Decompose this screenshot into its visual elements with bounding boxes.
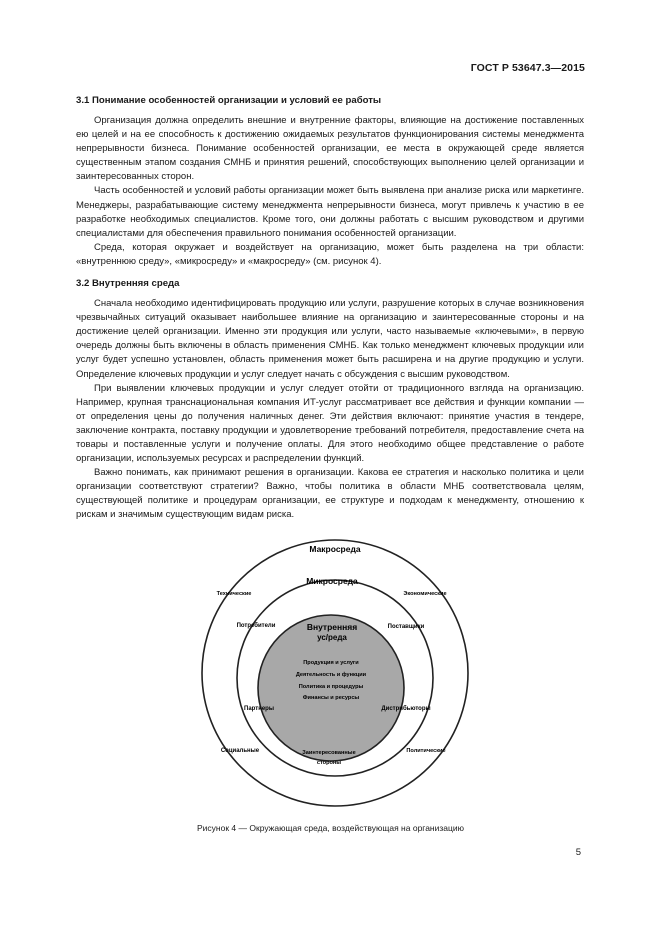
inner-item: Деятельность и функции <box>295 672 367 678</box>
inner-item: Продукция и услуги <box>303 660 359 666</box>
inner-label-1: Внутренняя <box>306 622 358 632</box>
section-3-2-title: 3.2 Внутренняя среда <box>76 278 180 290</box>
suppliers-label: Поставщики <box>387 624 425 630</box>
economic-label: Экономические <box>403 591 447 597</box>
paragraph: Важно понимать, как принимают решения в организации. Какова ее стратегия и насколько политика и цели организации соответствуют стратегии? Важно, чтобы политика в области МНБ соответствовала целям, существующей политике и процедурам организации, ее структуре и подходам к менеджменту, отношению к рискам и значимым существующим видам риска. <box>76 467 584 521</box>
macro-label: Макросреда <box>309 544 361 554</box>
section-3-1-title: 3.1 Понимание особенностей организации и условий ее работы <box>76 95 382 106</box>
technological-label: Технические <box>216 591 252 597</box>
paragraph: При выявлении ключевых продукции и услуг следует отойти от традиционного взгляда на организацию. Например, крупная транснациональная компания ИТ-услуг рассматривает все действия и функции компании — от определения цены до получения наличных денег. Эти действия включают: принятие участия в тендере, заключение контракта, поставку продукции и удовлетворение требований потребителя, предоставление счета на товары и поставленные услуги и получение оплаты. Для этого необходимо общее представление о работе организации, используемых ресурсах и распределении функций. <box>76 382 584 465</box>
figure-caption: Рисунок 4 — Окружающая среда, воздействующая на организацию <box>197 823 464 833</box>
stakeholders-label-2: стороны <box>316 760 342 766</box>
partners-label: Партнеры <box>244 706 274 712</box>
inner-item: Политика и процедуры <box>298 684 364 690</box>
main-content <box>76 94 584 523</box>
paragraph: Сначала необходимо идентифицировать продукцию или услуги, разрушение которых в случае возникновения чрезвычайных ситуаций оказывает наибольшее влияние на организацию и заинтересованные стороны и на достижение целей организации. Именно эти продукция или услуги, часто называемые «ключевыми», в первую очередь должны быть включены в область применения СМНБ. Как только менеджмент ключевых продукции или услуг будет успешно установлен, область применения может быть расширена и на другие продукцию и услуги. Определение ключевых продукции и услуг следует начать с обсуждения с высшим руководством. <box>76 298 584 380</box>
political-label: Политические <box>406 748 446 754</box>
inner-item: Финансы и ресурсы <box>302 695 360 701</box>
paragraph: Часть особенностей и условий работы организации может быть выявлена при анализе риска или маркетинге. Менеджеры, разрабатывающие систему менеджмента непрерывности бизнеса, могут привлечь к участию в ее разработке необходимых специалистов. Кроме того, они должны работать с высшим руководством и другими специалистами для обеспечения правильного понимания особенностей организации. <box>76 185 584 239</box>
paragraph: Организация должна определить внешние и внутренние факторы, влияющие на достижение поставленных ею целей и на ее способность к достижению ожидаемых результатов функционирования системы менеджмента непрерывности бизнеса. Понимание особенностей организации, ее места в окружающей среде является существенным этапом создания СМНБ и принятия решений, способствующих выполнению целей организации и заинтересованных сторон. <box>76 115 584 183</box>
diagram-svg <box>200 528 470 818</box>
page-number: 5 <box>575 847 581 858</box>
micro-label: Микросреда <box>306 576 358 586</box>
stakeholders-label-1: Заинтересованные <box>302 750 356 756</box>
consumers-label: Потребители <box>236 623 276 629</box>
social-label: Социальные <box>220 748 260 754</box>
inner-label-2: ус/реда <box>317 633 347 642</box>
environment-diagram <box>200 528 470 818</box>
distributors-label: Дистрибьюторы <box>381 706 431 712</box>
document-id: ГОСТ Р 53647.3—2015 <box>470 62 585 74</box>
paragraph: Среда, которая окружает и воздействует на организацию, может быть разделена на три области: «внутреннюю среду», «микросреду» и «макросреду» (см. рисунок 4). <box>76 241 584 267</box>
